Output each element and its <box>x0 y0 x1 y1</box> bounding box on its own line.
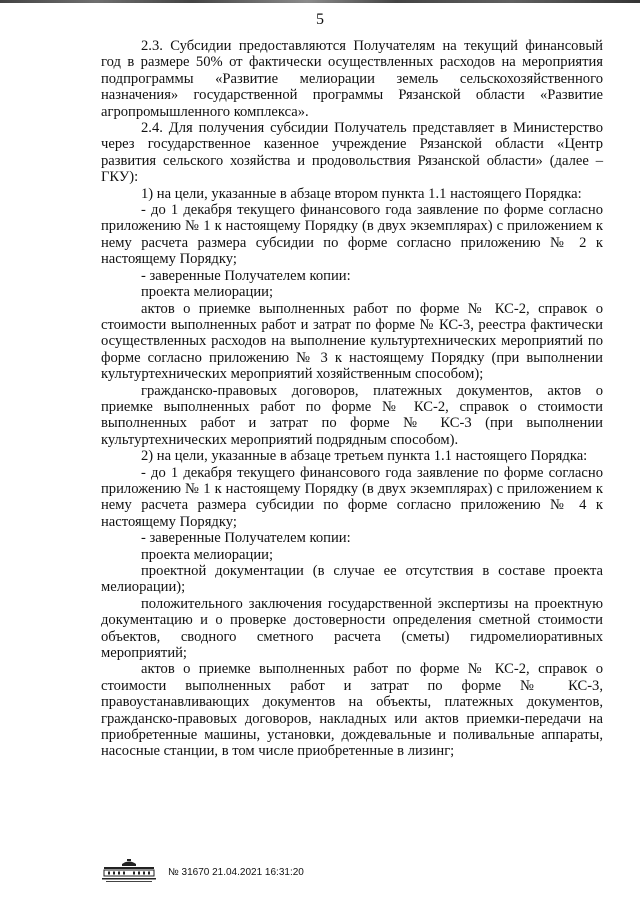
document-footer <box>100 858 400 888</box>
item-2-design-docs: проектной документации (в случае ее отсутствия в составе проекта мелиорации); <box>101 563 603 596</box>
item-2-copies-heading: - заверенные Получателем копии: <box>141 530 351 547</box>
item-2-project: проекта мелиорации; <box>141 546 273 563</box>
item-2-heading: 2) на цели, указанные в абзаце третьем пункта 1.1 настоящего Порядка: <box>141 448 588 465</box>
paragraph-2-4: 2.4. Для получения субсидии Получатель представляет в Министерство через государственное казенное учреждение Рязанской области «Центр развития сельского хозяйства и продовольствия Рязанской области» (далее – ГКУ): <box>101 120 603 186</box>
scan-edge <box>0 0 640 3</box>
page-number: 5 <box>316 11 324 28</box>
registration-number: № 31670 21.04.2021 16:31:20 <box>168 867 304 878</box>
item-1-copies-heading: - заверенные Получателем копии: <box>141 267 351 284</box>
item-2-expertise: положительного заключения государственной экспертизы на проектную документацию и о проверке достоверности определения сметной стоимости объектов, сводного сметного расчета (сметы) гидромелиоративных мероприятий; <box>101 595 603 662</box>
document-body <box>101 38 603 760</box>
item-1-acts-own: актов о приемке выполненных работ по форме № КС-2, справок о стоимости выполненных работ и затрат по форме № КС-3, реестра фактически осуществленных расходов на выполнение культуртехнических мероприятий по форме согласно приложению № 3 к настоящему Порядку (при выполнении культуртехнических мероприятий хозяйственным способом); <box>101 300 603 383</box>
item-1-application: - до 1 декабря текущего финансового года заявление по форме согласно приложению № 1 к настоящему Порядку (в двух экземплярах) с приложением к нему расчета размера субсидии по форме согласно приложению № 2 к настоящему Порядку; <box>101 202 603 268</box>
item-2-acts: актов о приемке выполненных работ по форме № КС-2, справок о стоимости выполненных работ и затрат по форме № КС-3, правоустанавливающих документов на объекты, платежных документов, гражданско-правовых договоров, накладных или актов приемки-передачи на приобретенные машины, установки, дождевальные и поливальные аппараты, насосные станции, в том числе приобретенные в лизинг; <box>101 661 603 760</box>
item-2-application: - до 1 декабря текущего финансового года заявление по форме согласно приложению № 1 к настоящему Порядку (в двух экземплярах) с приложением к нему расчета размера субсидии по форме согласно приложению № 4 к настоящему Порядку; <box>101 464 603 530</box>
registration-stamp-icon <box>100 858 158 884</box>
item-1-heading: 1) на цели, указанные в абзаце втором пункта 1.1 настоящего Порядка: <box>141 185 582 202</box>
paragraph-2-3: 2.3. Субсидии предоставляются Получателям на текущий финансовый год в размере 50% от фактически осуществленных расходов на мероприятия подпрограммы «Развитие мелиорации земель сельскохозяйственного назначения» государственной программы Рязанской области «Развитие агропромышленного комплекса». <box>101 38 603 120</box>
item-1-project: проекта мелиорации; <box>141 284 273 301</box>
item-1-acts-contract: гражданско-правовых договоров, платежных документов, актов о приемке выполненных работ по форме № КС-2, справок о стоимости выполненных работ и затрат по форме № КС-3 (при выполнении культуртехнических мероприятий подрядным способом). <box>101 382 603 448</box>
